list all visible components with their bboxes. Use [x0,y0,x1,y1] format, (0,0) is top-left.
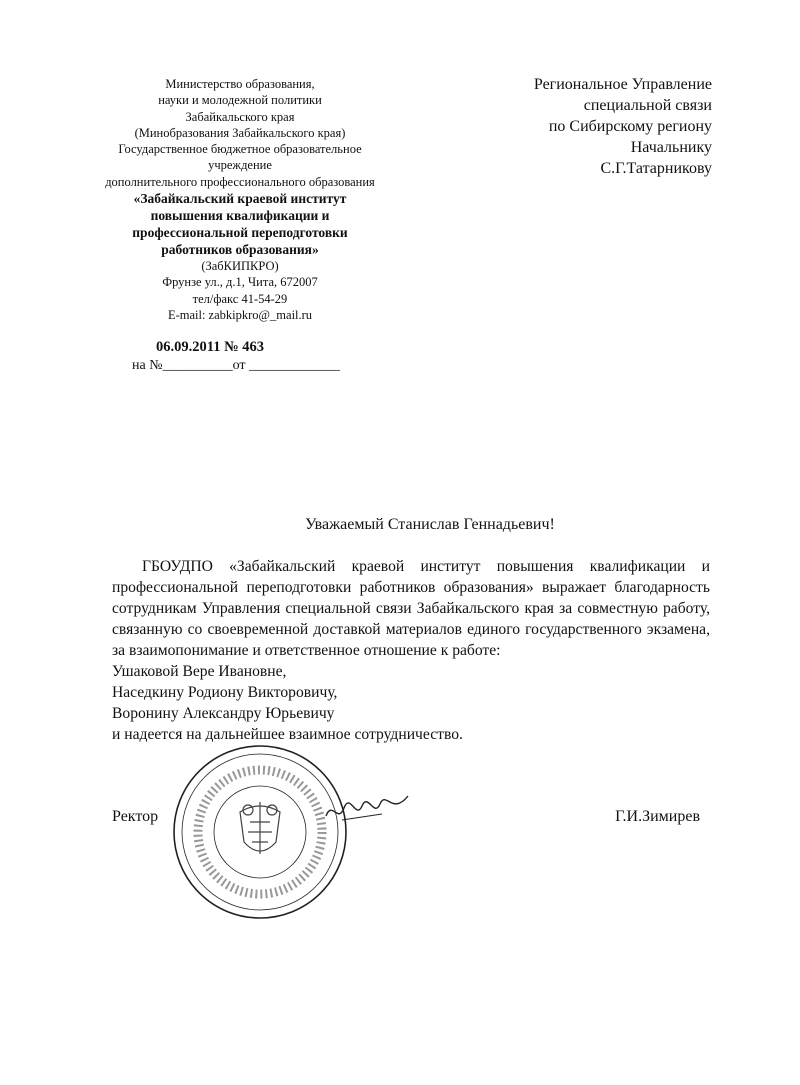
employee-name: Воронину Александру Юрьевичу [112,705,335,722]
body-paragraph: ГБОУДПО «Забайкальский краевой институт повышения квалификации и профессиональной переподготовки работников образования» выражает благодарность сотрудникам Управления специальной связи Забайкальского края за совместную работу, связанную со своевременной доставкой материалов единого государственного экзамена, за взаимопонимание и ответственное отношение к работе: [112,558,710,659]
institute-name-line: профессиональной переподготовки [132,225,348,241]
signatory-name: Г.И.Зимирев [615,808,700,825]
salutation: Уважаемый Станислав Геннадьевич! [305,516,555,533]
employee-name: Ушаковой Вере Ивановне, [112,663,287,680]
institute-name-line: повышения квалификации и [150,208,330,224]
handwritten-signature [322,790,412,830]
letter-body [112,556,710,745]
signatory-title: Ректор [112,808,159,825]
employee-name: Наседкину Родиону Викторовичу, [112,684,338,701]
institute-abbr: (ЗабКИПКРО) [201,259,279,274]
sender-block [60,76,420,323]
sender-phone: тел/факс 41-54-29 [192,291,288,306]
addressee-line: специальной связи [583,97,712,114]
institute-name-line: «Забайкальский краевой институт [133,191,347,207]
addressee-line: С.Г.Татарникову [600,160,712,177]
incoming-reference: на №__________от _____________ [132,358,340,373]
sender-line: (Минобразования Забайкальского края) [134,125,346,140]
round-seal-stamp [170,742,350,922]
closing-line: и надеется на дальнейшее взаимное сотрудничество. [112,726,463,743]
sender-line: Государственное бюджетное образовательное [118,142,362,157]
addressee-line: по Сибирскому региону [548,118,712,135]
sender-line: Забайкальского края [185,109,295,124]
institute-name-line: работников образования» [161,242,319,258]
addressee-block [412,74,712,179]
outgoing-number: 06.09.2011 № 463 [156,339,265,355]
sender-line: Министерство образования, [165,77,315,91]
sender-line: науки и молодежной политики [158,93,322,108]
addressee-line: Начальнику [630,139,712,156]
sender-email: E-mail: zabkipkro@_mail.ru [167,307,313,322]
sender-line: учреждение [208,158,272,173]
sender-line: дополнительного профессионального образования [105,174,375,189]
sender-address: Фрунзе ул., д.1, Чита, 672007 [162,275,318,290]
addressee-line: Региональное Управление [533,76,712,93]
